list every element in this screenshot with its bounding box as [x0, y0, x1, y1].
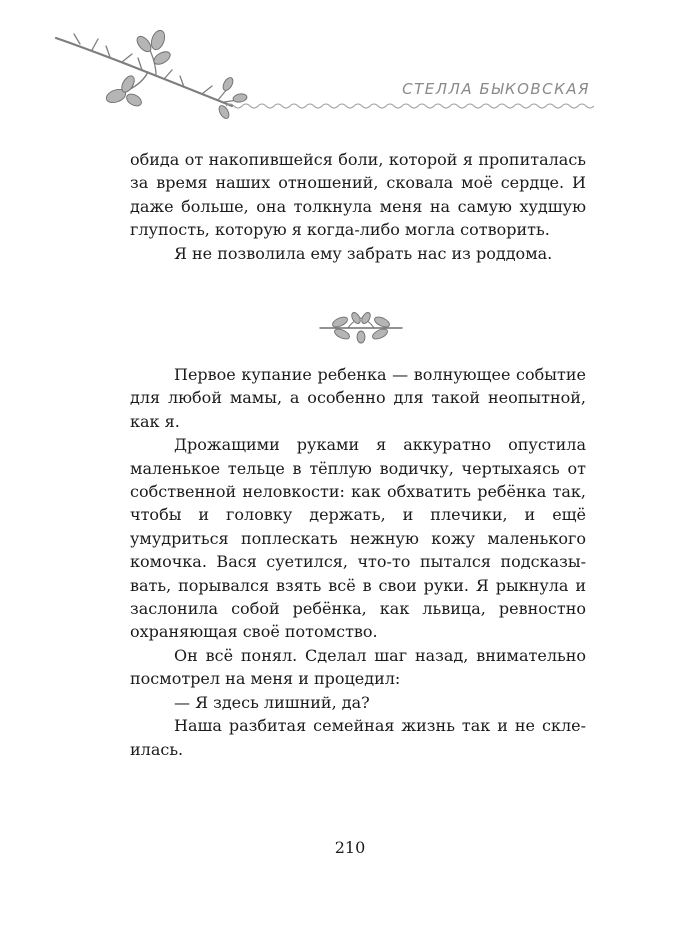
paragraph: Дрожащими руками я аккуратно опустила маленькое тельце в тёплую водичку, чертыхаясь от собственной неловкости: как обхватить ребёнка так, чтобы и головку держать, и плечики, и ещё умудриться поплескать нежную кожу маленького комочка. Вася суетился, что-то пытался подсказывать, порывался взять всё в свои руки. Я рыкнула и заслонила собой ребёнка, как львица, ревностно охраняющая своё потомство.: [130, 435, 586, 642]
dialogue-line: — Я здесь лишний, да?: [174, 692, 370, 712]
header-wave-line: [226, 101, 594, 111]
branch-ornament-icon: [52, 24, 252, 124]
paragraph: Он всё понял. Сделал шаг назад, внимательно посмотрел на меня и процедил:: [130, 645, 586, 689]
page-number: 210: [334, 838, 366, 857]
paragraph: Наша разбитая семейная жизнь так и не склеилась.: [130, 716, 586, 759]
text-block-bottom: [130, 363, 586, 761]
running-head-author: СТЕЛЛА БЫКОВСКАЯ: [402, 80, 590, 98]
paragraph: Первое купание ребенка — волнующее событие для любой мамы, а особенно для такой неопытной, как я.: [130, 365, 586, 431]
paragraph: Я не позволила ему забрать нас из роддома.: [174, 243, 553, 263]
leaf-divider-icon: [318, 310, 404, 346]
text-block-top: [130, 148, 586, 265]
paragraph: обида от накопившейся боли, которой я пропиталась за время наших отношений, сковала моё сердце. И даже больше, она толкнула меня на самую худшую глупость, которую я когда-либо могла сотворить.: [130, 150, 586, 240]
